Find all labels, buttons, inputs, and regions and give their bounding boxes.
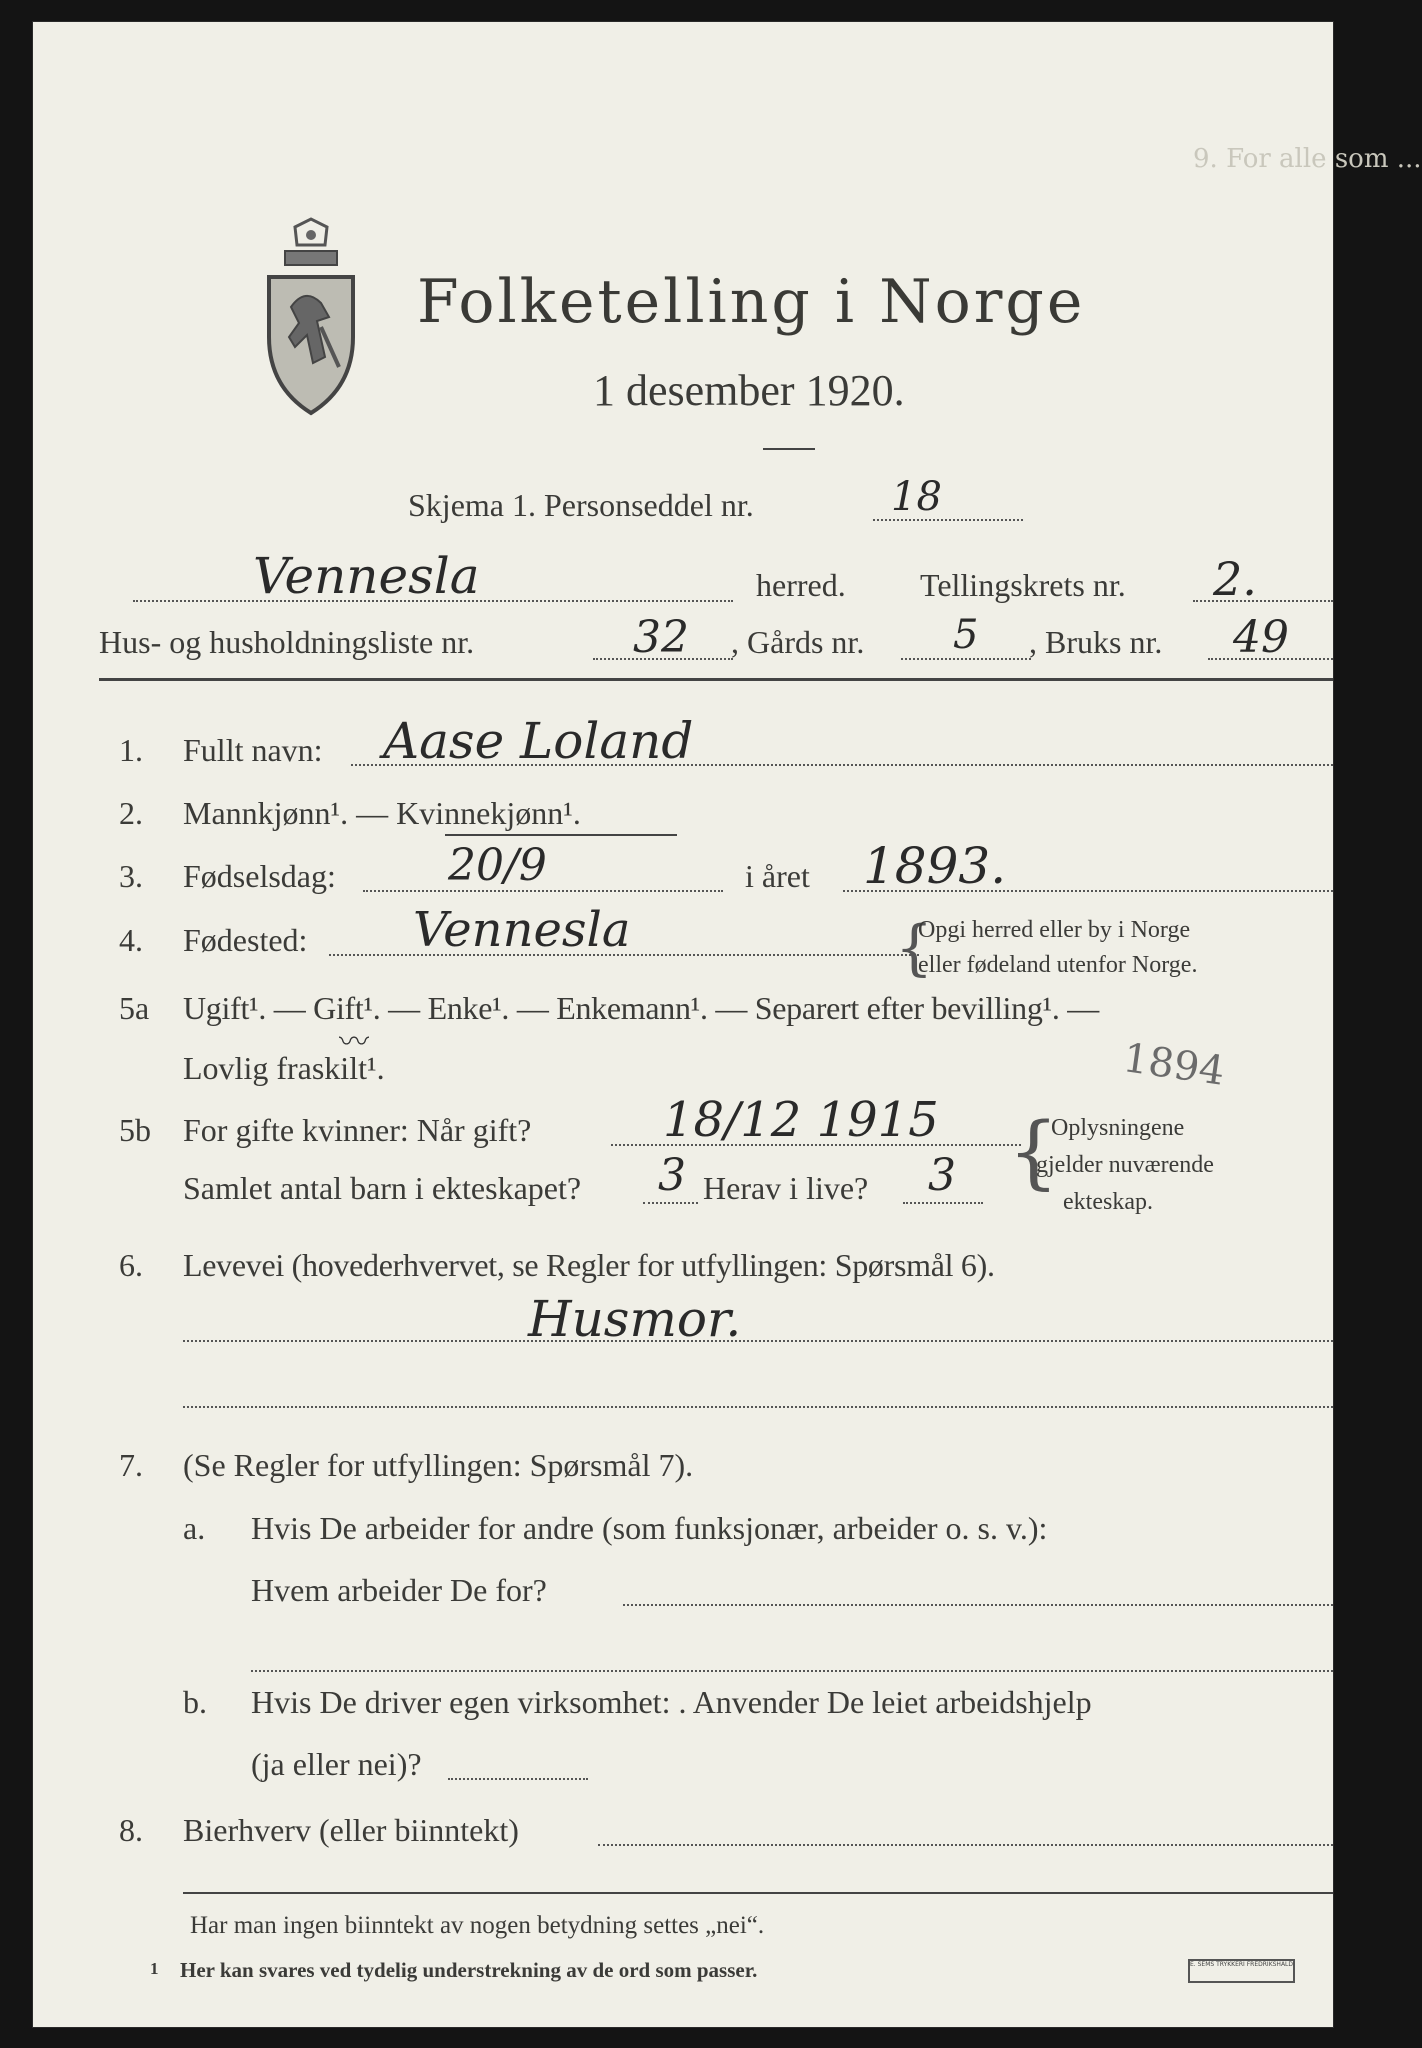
hus-value: 32 (633, 612, 689, 663)
krets-label: Tellingskrets nr. (920, 567, 1126, 603)
hired-help-line (448, 1778, 588, 1780)
q2-number: 2. (119, 795, 143, 831)
children-label: Samlet antal barn i ekteskapet? (183, 1170, 582, 1206)
q7b-label: Hvis De driver egen virksomhet: . Anvender De leiet arbeidshjelp (251, 1684, 1092, 1720)
alive-line (903, 1202, 983, 1204)
occupation-value: Husmor. (528, 1290, 742, 1348)
marital-status-options-cont: Lovlig fraskilt¹. (183, 1050, 385, 1086)
side-income-line (598, 1844, 1333, 1846)
q5b-label: For gifte kvinner: Når gift? (183, 1112, 532, 1148)
herred-value: Vennesla (253, 547, 480, 605)
current-marriage-note-line1: Oplysningene (1051, 1115, 1185, 1141)
bruks-value: 49 (1233, 612, 1289, 663)
bleed-through-text: 9. For alle som ... (1193, 144, 1422, 174)
gards-value: 5 (953, 612, 979, 658)
birthplace-note-line2: eller fødeland utenfor Norge. (918, 952, 1198, 978)
full-name-value: Aase Loland (383, 712, 694, 770)
hus-label: Hus- og husholdningsliste nr. (99, 624, 475, 660)
employer-line (623, 1604, 1333, 1606)
krets-value: 2. (1213, 552, 1257, 606)
q7a-employer-label: Hvem arbeider De for? (251, 1572, 547, 1608)
census-form-page (33, 22, 1422, 2027)
header-separator (99, 678, 1333, 681)
gender-underline (445, 834, 677, 836)
married-date-value: 18/12 1915 (663, 1092, 939, 1148)
census-date: 1 desember 1920. (593, 366, 905, 415)
brace: { (1008, 1105, 1059, 1198)
q8-number: 8. (119, 1812, 143, 1848)
employer-line-2 (251, 1670, 1333, 1672)
current-marriage-note-line2: gjelder nuværende (1036, 1152, 1214, 1178)
coat-of-arms-icon (255, 217, 367, 417)
no-income-note: Har man ingen biinntekt av nogen betydning settes „nei“. (190, 1912, 765, 1939)
gards-line (901, 658, 1031, 660)
gards-label: , Gårds nr. (731, 624, 865, 660)
q6-label: Levevei (hovederhvervet, se Regler for utfyllingen: Spørsmål 6). (183, 1247, 995, 1283)
occupation-line-2 (183, 1406, 1333, 1408)
q7-label: (Se Regler for utfyllingen: Spørsmål 7). (183, 1447, 694, 1483)
q4-label: Fødested: (183, 922, 308, 958)
q1-label: Fullt navn: (183, 732, 323, 768)
schema-label: Skjema 1. Personseddel nr. (408, 487, 754, 523)
q4-number: 4. (119, 922, 143, 958)
alive-label: Herav i live? (703, 1170, 869, 1206)
q7b-hired-help-label: (ja eller nei)? (251, 1746, 422, 1782)
alive-value: 3 (928, 1150, 956, 1201)
birthplace-note-line1: Opgi herred eller by i Norge (918, 917, 1191, 943)
q7a-letter: a. (183, 1510, 206, 1546)
birthplace-value: Vennesla (413, 902, 631, 958)
year-value: 1893. (863, 837, 1007, 895)
printer-stamp: E. SEMS TRYKKERI FREDRIKSHALD (1188, 1959, 1295, 1983)
brace: { (895, 913, 934, 983)
q7a-label: Hvis De arbeider for andre (som funksjonær, arbeider o. s. v.): (251, 1510, 1048, 1546)
schema-value: 18 (891, 474, 942, 520)
q3-number: 3. (119, 858, 143, 894)
footer-separator (183, 1892, 1333, 1894)
footnote-marker: 1 (150, 1959, 159, 1978)
occupation-line (183, 1340, 1333, 1342)
marital-status-options: Ugift¹. — Gift¹. — Enke¹. — Enkemann¹. — Separert efter bevilling¹. — (183, 990, 1099, 1026)
title-divider (763, 448, 815, 450)
q5a-number: 5a (119, 990, 150, 1026)
year-label: i året (745, 858, 810, 894)
q5b-number: 5b (119, 1112, 151, 1148)
current-marriage-note-line3: ekteskap. (1063, 1189, 1153, 1215)
q7-number: 7. (119, 1447, 143, 1483)
q3-label: Fødselsdag: (183, 858, 336, 894)
gender-options: Mannkjønn¹. — Kvinnekjønn¹. (183, 795, 581, 831)
pencil-annotation: 1894 (1120, 1035, 1228, 1095)
children-value: 3 (658, 1150, 686, 1201)
herred-label: herred. (756, 567, 846, 603)
q7b-letter: b. (183, 1684, 207, 1720)
page-title: Folketelling i Norge (417, 267, 1086, 337)
bruks-label: , Bruks nr. (1029, 624, 1163, 660)
footnote: Her kan svares ved tydelig understrekning av de ord som passer. (180, 1958, 758, 1982)
children-line (643, 1202, 698, 1204)
gift-underline-mark: 〰 (339, 1026, 369, 1059)
q1-number: 1. (119, 732, 143, 768)
q6-number: 6. (119, 1247, 143, 1283)
birthday-value: 20/9 (448, 840, 547, 891)
q8-label: Bierhverv (eller biinntekt) (183, 1812, 519, 1848)
